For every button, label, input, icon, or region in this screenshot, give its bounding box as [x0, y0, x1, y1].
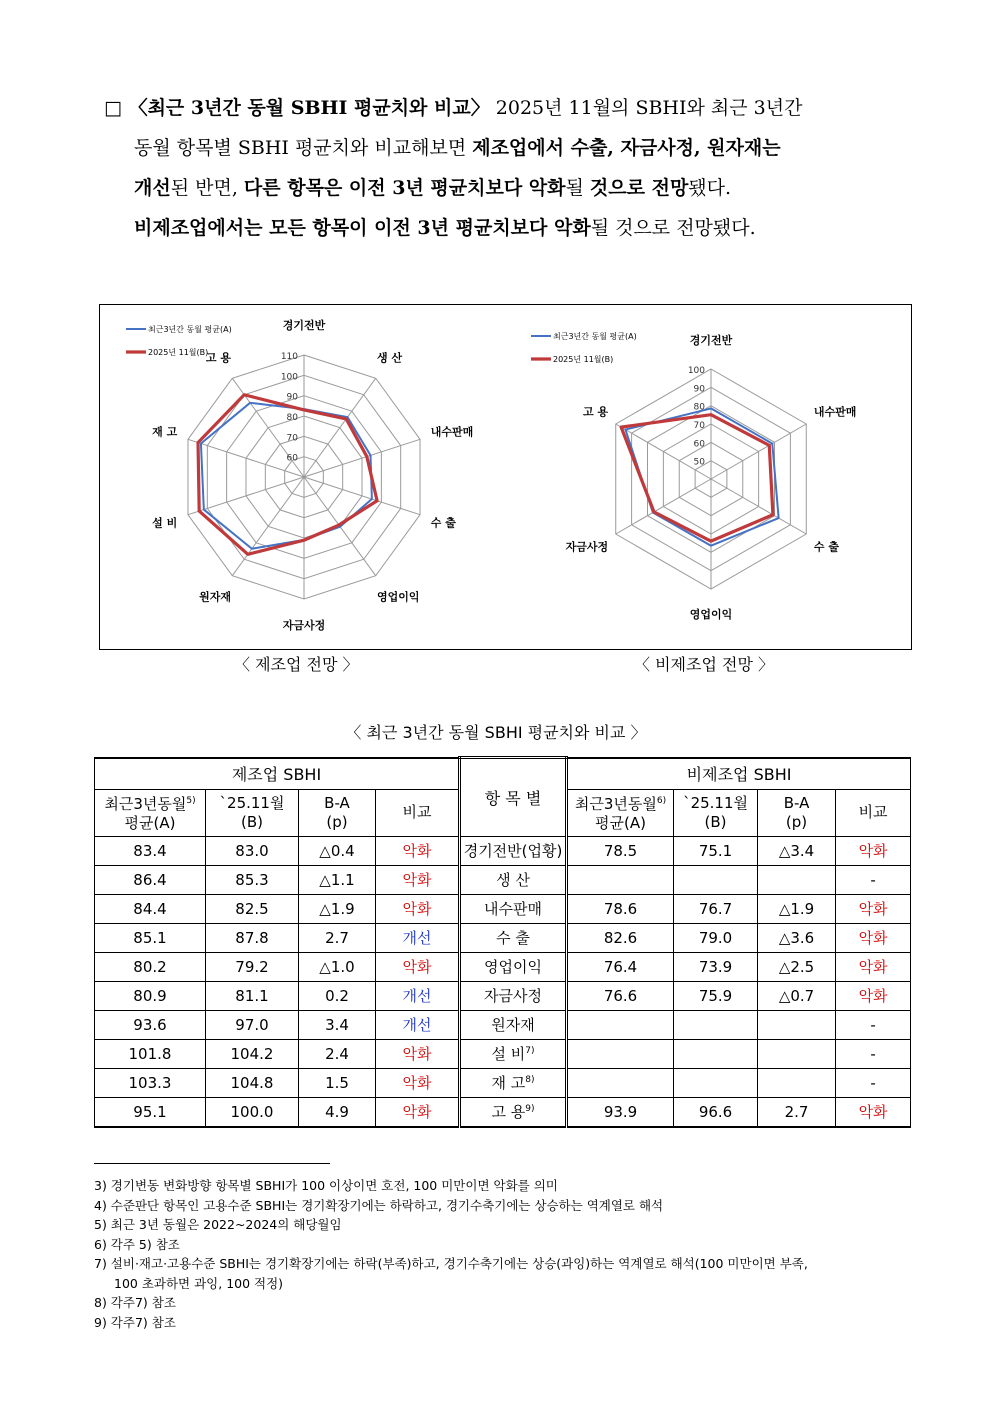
table-row	[95, 923, 911, 952]
item-label: 생 산	[496, 871, 530, 889]
value-cell: 악화	[836, 952, 911, 981]
column-header-line2: (p)	[326, 812, 348, 831]
axis-spoke	[304, 378, 376, 477]
value-cell: 개선	[376, 1010, 460, 1039]
paragraph-segment: 될 것으로 전망됐다.	[590, 217, 756, 239]
tick-label: 90	[693, 384, 705, 395]
value-cell: 2.7	[299, 923, 376, 952]
footnote-ref: 9)	[525, 1104, 535, 1114]
value-cell: 84.4	[95, 894, 206, 923]
value-cell: 100.0	[206, 1097, 299, 1127]
value-cell: 악화	[836, 981, 911, 1010]
item-label: 재 고	[491, 1074, 526, 1092]
column-header	[95, 789, 206, 836]
value-cell: 악화	[836, 894, 911, 923]
nonmfg-header: 비제조업 SBHI	[567, 758, 911, 790]
paragraph-line	[104, 88, 899, 128]
value-cell: 1.5	[299, 1068, 376, 1097]
item-cell	[460, 894, 567, 923]
value-cell: 3.4	[299, 1010, 376, 1039]
item-cell	[460, 981, 567, 1010]
value-cell: △1.9	[299, 894, 376, 923]
footnotes	[94, 1176, 904, 1332]
column-header-line1: `25.11월	[219, 793, 285, 812]
column-header-line1: 비교	[402, 803, 432, 821]
column-header	[206, 789, 299, 836]
value-cell	[758, 865, 836, 894]
value-cell: 97.0	[206, 1010, 299, 1039]
paragraph-segment: 2025년 11월의 SBHI와 최근 3년간	[489, 97, 803, 119]
column-header-line1: 비교	[858, 803, 888, 821]
footnote: 7) 설비·재고·고용수준 SBHI는 경기확장기에는 하락(부족)하고, 경기수축기에는 상승(과잉)하는 역계열로 해석(100 미만이면 부족,	[94, 1256, 808, 1271]
value-cell: 악화	[376, 1097, 460, 1127]
value-cell	[758, 1068, 836, 1097]
table-row	[95, 1068, 911, 1097]
footnote-ref: 7)	[525, 1046, 535, 1056]
item-cell	[460, 836, 567, 865]
column-header	[836, 789, 911, 836]
axis-label: 경기전반	[689, 334, 733, 347]
table-row	[95, 1039, 911, 1068]
footnote: 8) 각주7) 참조	[94, 1295, 176, 1310]
item-cell	[460, 952, 567, 981]
table-row	[95, 1010, 911, 1039]
value-cell: 악화	[836, 923, 911, 952]
item-header: 항 목 별	[460, 758, 567, 837]
manufacturing-chart-caption: 〈 제조업 전망 〉	[234, 655, 359, 674]
mfg-header: 제조업 SBHI	[95, 758, 460, 790]
value-cell: 악화	[376, 1068, 460, 1097]
axis-label: 자금사정	[565, 540, 609, 554]
value-cell: 79.2	[206, 952, 299, 981]
tick-label: 70	[286, 433, 298, 444]
value-cell: 85.3	[206, 865, 299, 894]
column-header	[567, 789, 674, 836]
column-header-line1: 최근3년동월	[104, 795, 187, 813]
paragraph-segment: 제조업에서 수출, 자금사정, 원자재는	[472, 137, 781, 159]
sbhi-comparison-table	[94, 756, 911, 1128]
tick-label: 100	[687, 366, 705, 376]
value-cell: 0.2	[299, 981, 376, 1010]
footnote: 5) 최근 3년 동월은 2022~2024의 해당월임	[94, 1217, 342, 1232]
table-row	[95, 836, 911, 865]
value-cell: 82.6	[567, 923, 674, 952]
item-label: 경기전반(업황)	[463, 842, 563, 860]
axis-label: 고 용	[205, 351, 232, 365]
legend-label: 최근3년간 동월 평균(A)	[553, 332, 637, 341]
value-cell: 86.4	[95, 865, 206, 894]
tick-label: 60	[693, 439, 705, 450]
column-header-line1: B-A	[783, 793, 810, 812]
column-header-line2: (B)	[704, 812, 727, 831]
column-header-line2: (B)	[241, 812, 263, 831]
axis-label: 경기전반	[282, 319, 326, 332]
value-cell: 104.2	[206, 1039, 299, 1068]
footnote-ref: 8)	[525, 1075, 535, 1085]
table-title: 〈 최근 3년간 동월 SBHI 평균치와 비교 〉	[345, 723, 647, 742]
value-cell: 악화	[836, 1097, 911, 1127]
value-cell: 2.4	[299, 1039, 376, 1068]
value-cell: 79.0	[674, 923, 758, 952]
value-cell: 75.9	[674, 981, 758, 1010]
value-cell: 80.9	[95, 981, 206, 1010]
legend-label: 2025년 11월(B)	[148, 348, 209, 357]
item-label: 내수판매	[484, 900, 543, 918]
value-cell: 76.7	[674, 894, 758, 923]
value-cell: 82.5	[206, 894, 299, 923]
item-label: 자금사정	[484, 987, 543, 1005]
table-row	[95, 894, 911, 923]
value-cell: -	[836, 1039, 911, 1068]
value-cell: 81.1	[206, 981, 299, 1010]
value-cell	[567, 1010, 674, 1039]
manufacturing-radar-chart	[100, 305, 505, 649]
column-header-line2: 평균(A)	[124, 814, 176, 832]
paragraph-line	[104, 208, 899, 248]
item-cell	[460, 1010, 567, 1039]
value-cell: 악화	[376, 1039, 460, 1068]
tick-label: 80	[286, 413, 298, 423]
item-label: 수 출	[496, 929, 530, 947]
item-label: 원자재	[491, 1016, 535, 1034]
axis-label: 내수판매	[813, 405, 857, 419]
item-label: 고 용	[491, 1103, 526, 1121]
value-cell: 80.2	[95, 952, 206, 981]
axis-label: 재 고	[152, 425, 178, 439]
value-cell: 개선	[376, 981, 460, 1010]
value-cell: 85.1	[95, 923, 206, 952]
axis-label: 고 용	[582, 405, 609, 419]
value-cell: △3.6	[758, 923, 836, 952]
column-header-line1: `25.11월	[683, 793, 748, 812]
value-cell	[674, 1010, 758, 1039]
value-cell: △0.4	[299, 836, 376, 865]
value-cell	[674, 1039, 758, 1068]
non-manufacturing-radar-chart	[505, 305, 910, 649]
footnote: 4) 수준판단 항목인 고용수준 SBHI는 경기확장기에는 하락하고, 경기수축기에는 상승하는 역계열로 해석	[94, 1197, 664, 1213]
value-cell: 93.9	[567, 1097, 674, 1127]
value-cell: 104.8	[206, 1068, 299, 1097]
value-cell: 4.9	[299, 1097, 376, 1127]
value-cell	[567, 865, 674, 894]
paragraph-segment: 다른 항목은 이전 3년 평균치보다 악화	[243, 177, 566, 199]
value-cell: 악화	[376, 952, 460, 981]
footnote: 9) 각주7) 참조	[94, 1314, 176, 1330]
paragraph-segment: 될	[565, 177, 590, 199]
value-cell: 103.3	[95, 1068, 206, 1097]
paragraph-segment: 것으로 전망	[589, 177, 689, 199]
value-cell: 73.9	[674, 952, 758, 981]
value-cell: △1.0	[299, 952, 376, 981]
table-row	[95, 865, 911, 894]
value-cell: 96.6	[674, 1097, 758, 1127]
value-cell	[567, 1068, 674, 1097]
tick-label: 70	[693, 421, 705, 431]
column-header-line2: (p)	[785, 812, 808, 831]
tick-label: 60	[286, 453, 298, 464]
value-cell: 83.0	[206, 836, 299, 865]
value-cell: △2.5	[758, 952, 836, 981]
value-cell: 101.8	[95, 1039, 206, 1068]
radar-charts-frame	[99, 304, 912, 650]
axis-label: 원자재	[199, 590, 232, 604]
value-cell: 76.4	[567, 952, 674, 981]
footnote-ref: 6)	[656, 796, 667, 806]
value-cell: 악화	[376, 865, 460, 894]
value-cell	[758, 1010, 836, 1039]
item-cell	[460, 1039, 567, 1068]
value-cell	[674, 1068, 758, 1097]
item-label: 설 비	[491, 1045, 526, 1063]
footnote: 6) 각주 5) 참조	[94, 1236, 180, 1252]
paragraph-segment: 됐다.	[688, 177, 732, 199]
value-cell: △1.1	[299, 865, 376, 894]
value-cell: 2.7	[758, 1097, 836, 1127]
value-cell: △3.4	[758, 836, 836, 865]
value-cell: 93.6	[95, 1010, 206, 1039]
item-cell	[460, 1068, 567, 1097]
value-cell	[567, 1039, 674, 1068]
paragraph-segment: 개선	[134, 177, 171, 199]
tick-label: 80	[693, 402, 705, 413]
axis-label: 영업이익	[689, 608, 733, 621]
table-row	[95, 981, 911, 1010]
value-cell	[674, 865, 758, 894]
footnote: 3) 경기변동 변화방향 항목별 SBHI가 100 이상이면 호전, 100 미만이면 악화를 의미	[94, 1178, 558, 1193]
tick-label: 110	[280, 352, 298, 362]
tick-label: 50	[693, 457, 705, 468]
footnote-ref: 5)	[186, 796, 196, 806]
tick-label: 90	[286, 392, 298, 403]
value-cell: -	[836, 1010, 911, 1039]
value-cell: 78.6	[567, 894, 674, 923]
paragraph-line	[104, 168, 899, 208]
paragraph-segment: 비제조업에서는 모든 항목이 이전 3년 평균치보다 악화	[134, 217, 591, 239]
table-row	[95, 952, 911, 981]
value-cell: △1.9	[758, 894, 836, 923]
paragraph-segment: □ 〈최근 3년간 동월 SBHI 평균치와 비교〉	[104, 97, 490, 119]
column-header-line1: 최근3년동월	[574, 795, 657, 813]
value-cell: -	[836, 865, 911, 894]
axis-label: 수 출	[430, 516, 456, 530]
value-cell: 개선	[376, 923, 460, 952]
item-cell	[460, 1097, 567, 1127]
table-row	[95, 1097, 911, 1127]
axis-label: 설 비	[152, 516, 178, 530]
tick-label: 100	[280, 372, 298, 383]
paragraph-segment: 된 반면,	[170, 177, 244, 199]
paragraph-line	[104, 128, 899, 168]
axis-label: 수 출	[813, 540, 840, 554]
column-header	[299, 789, 376, 836]
axis-label: 생 산	[376, 351, 403, 365]
footnote-divider	[94, 1163, 330, 1164]
paragraph-segment: 동월 항목별 SBHI 평균치와 비교해보면	[134, 137, 473, 159]
value-cell: 76.6	[567, 981, 674, 1010]
axis-label: 자금사정	[282, 619, 326, 632]
column-header-line2: 평균(A)	[595, 814, 646, 832]
value-cell	[758, 1039, 836, 1068]
value-cell: 악화	[836, 836, 911, 865]
legend-label: 최근3년간 동월 평균(A)	[148, 325, 232, 334]
column-header	[376, 789, 460, 836]
value-cell: -	[836, 1068, 911, 1097]
non-manufacturing-chart-caption: 〈 비제조업 전망 〉	[634, 655, 774, 674]
value-cell: 악화	[376, 894, 460, 923]
legend-label: 2025년 11월(B)	[553, 355, 614, 364]
axis-spoke	[232, 477, 304, 576]
item-label: 영업이익	[484, 958, 543, 976]
summary-paragraph	[104, 88, 899, 248]
series-b-line	[621, 415, 773, 542]
value-cell: 83.4	[95, 836, 206, 865]
axis-label: 영업이익	[376, 590, 420, 604]
value-cell: △0.7	[758, 981, 836, 1010]
column-header-line1: B-A	[324, 793, 350, 812]
axis-label: 내수판매	[430, 425, 474, 439]
value-cell: 악화	[376, 836, 460, 865]
value-cell: 95.1	[95, 1097, 206, 1127]
value-cell: 78.5	[567, 836, 674, 865]
column-header	[758, 789, 836, 836]
item-cell	[460, 923, 567, 952]
item-cell	[460, 865, 567, 894]
footnote: 100 초과하면 과잉, 100 적정)	[114, 1275, 284, 1291]
value-cell: 75.1	[674, 836, 758, 865]
column-header	[674, 789, 758, 836]
value-cell: 87.8	[206, 923, 299, 952]
